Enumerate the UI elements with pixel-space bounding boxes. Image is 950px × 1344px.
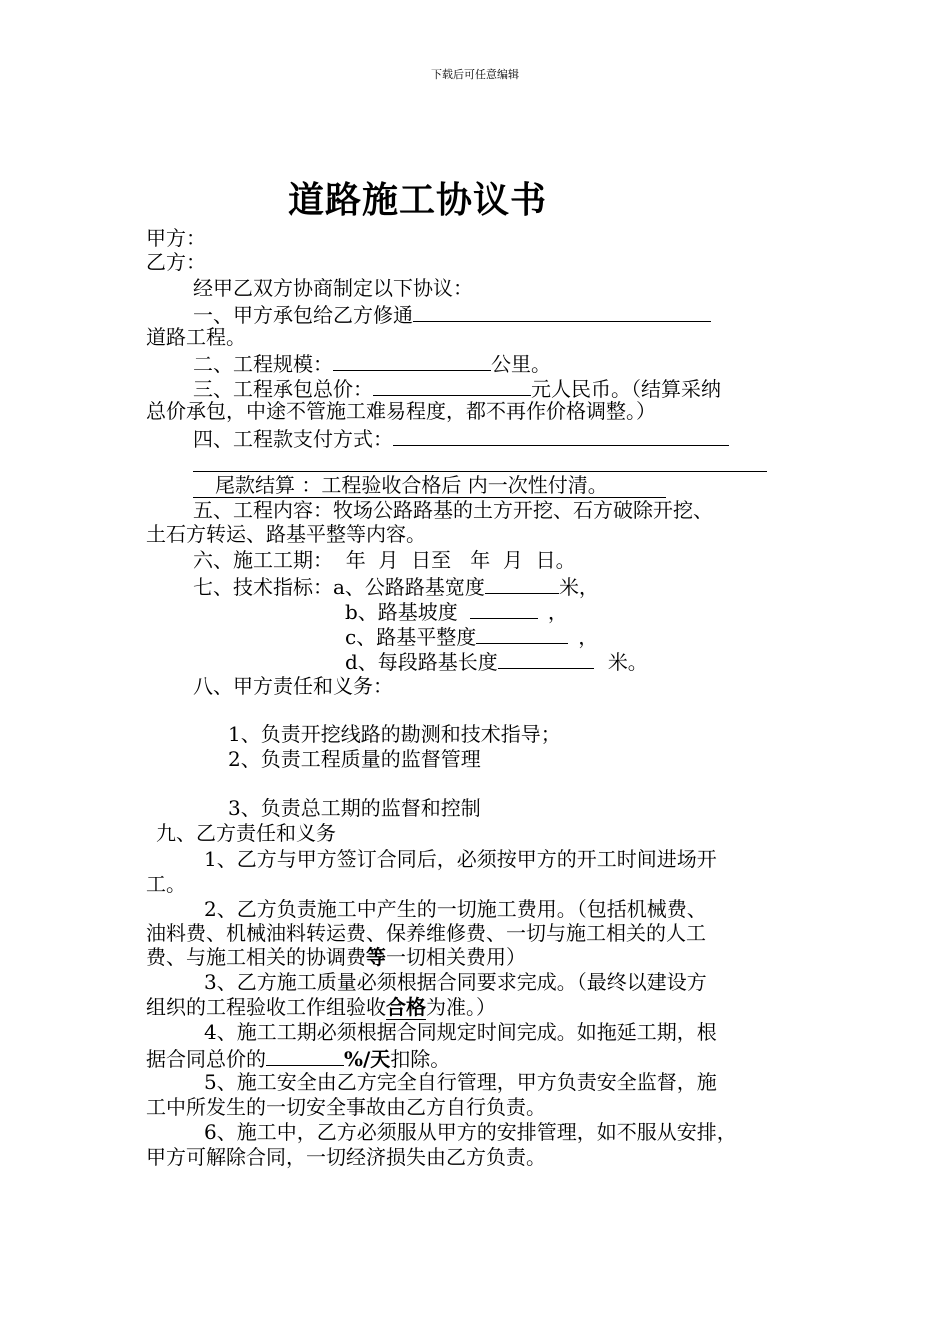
clause-2 (193, 350, 551, 376)
clause-1-text: 一、甲方承包给乙方修通 (193, 303, 413, 327)
item-3b-post: 为准。） (426, 995, 496, 1019)
total-price-blank (373, 375, 531, 396)
length-blank (498, 648, 594, 669)
payment-method-blank (393, 425, 729, 446)
clause-3-post: 元人民币。（结算采纳 (531, 377, 721, 401)
clause-7c-pre: c、路基平整度 (345, 625, 477, 649)
clause-8-item: 1、负责开挖线路的勘测和技术指导； (228, 722, 561, 746)
clause-1-cont: 道路工程。 (146, 325, 246, 349)
clause-9-item-4a: 4、施工工期必须根据合同规定时间完成。如拖延工期，根 (204, 1020, 717, 1044)
clause-7a-post: 米， (558, 575, 599, 599)
width-blank (485, 573, 559, 594)
road-name-blank (413, 301, 711, 322)
clause-7d-pre: d、每段路基长度 (345, 650, 498, 674)
intro-text: 经甲乙双方协商制定以下协议： (193, 276, 473, 300)
item-3b-pre: 组织的工程验收工作组验收 (146, 995, 386, 1019)
party-b-label: 乙方： (146, 250, 206, 274)
item-2c-pre: 费、与施工相关的协调费 (146, 945, 366, 969)
payment-blank-line (193, 471, 767, 472)
clause-2-pre: 二、工程规模： (193, 352, 333, 376)
item-3b-bold: 合格 (386, 995, 426, 1019)
item-4b-post: 扣除。 (390, 1047, 451, 1071)
clause-8-item: 2、负责工程质量的监督管理 (228, 747, 481, 771)
clause-7b-pre: b、路基坡度 (345, 600, 458, 624)
clause-7b-post: ， (547, 600, 568, 624)
clause-5-line1: 五、工程内容：牧场公路路基的土方开挖、石方破除开挖、 (193, 498, 713, 522)
clause-9-item-6a: 6、施工中，乙方必须服从甲方的安排管理，如不服从安排， (204, 1120, 737, 1144)
clause-8-item: 3、负责总工期的监督和控制 (228, 796, 481, 820)
clause-3 (193, 375, 721, 401)
clause-7a (193, 573, 599, 599)
clause-9-item-2b: 油料费、机械油料转运费、保养维修费、一切与施工相关的人工 (146, 921, 706, 945)
clause-9-item-6b: 甲方可解除合同，一切经济损失由乙方负责。 (146, 1145, 546, 1169)
clause-9-heading: 九、乙方责任和义务 (156, 821, 336, 845)
clause-9-item-3a: 3、乙方施工质量必须根据合同要求完成。（最终以建设方 (204, 970, 707, 994)
clause-2-post: 公里。 (491, 352, 551, 376)
clause-7c-post: ， (578, 625, 599, 649)
slope-blank (470, 598, 538, 619)
document-title: 道路施工协议书 (288, 179, 548, 221)
item-4b-bold: %/天 (344, 1047, 391, 1071)
clause-5-line2: 土石方转运、路基平整等内容。 (146, 522, 426, 546)
clause-1 (193, 301, 711, 327)
clause-9-item-1b: 工。 (146, 872, 186, 896)
clause-9-item-3b (146, 995, 496, 1019)
clause-9-item-1a: 1、乙方与甲方签订合同后，必须按甲方的开工时间进场开 (204, 847, 717, 871)
clause-7c (345, 623, 598, 649)
clause-3-cont: 总价承包，中途不管施工难易程度，都不再作价格调整。） (146, 399, 656, 423)
penalty-rate-blank (266, 1045, 344, 1066)
final-payment-text: 尾款结算 ：工程验收合格后 内一次性付清。 (193, 473, 666, 498)
clause-9-item-2c (146, 945, 526, 969)
item-2c-bold: 等 (366, 945, 386, 969)
clause-8-heading: 八、甲方责任和义务： (193, 674, 393, 698)
clause-4-final (193, 473, 666, 497)
item-2c-post: 一切相关费用） (386, 945, 526, 969)
flatness-blank (476, 623, 568, 644)
clause-7a-pre: 七、技术指标：a、公路路基宽度 (193, 575, 485, 599)
clause-7b (345, 598, 568, 624)
party-a-label: 甲方： (146, 226, 206, 250)
clause-9-item-4b (146, 1045, 450, 1071)
clause-7d-post: 米。 (607, 650, 648, 674)
clause-9-item-5b: 工中所发生的一切安全事故由乙方自行负责。 (146, 1095, 546, 1119)
clause-6: 六、施工工期： 年 月 日至 年 月 日。 (193, 548, 576, 572)
clause-9-item-5a: 5、施工安全由乙方完全自行管理，甲方负责安全监督，施 (204, 1070, 717, 1094)
item-4b-pre: 据合同总价的 (146, 1047, 266, 1071)
scale-blank (333, 350, 491, 371)
clause-9-item-2a: 2、乙方负责施工中产生的一切施工费用。（包括机械费、 (204, 897, 707, 921)
clause-7d (345, 648, 648, 674)
clause-3-pre: 三、工程承包总价： (193, 377, 373, 401)
header-note: 下载后可任意编辑 (431, 68, 519, 81)
clause-4 (193, 425, 729, 451)
clause-4-pre: 四、工程款支付方式： (193, 427, 393, 451)
